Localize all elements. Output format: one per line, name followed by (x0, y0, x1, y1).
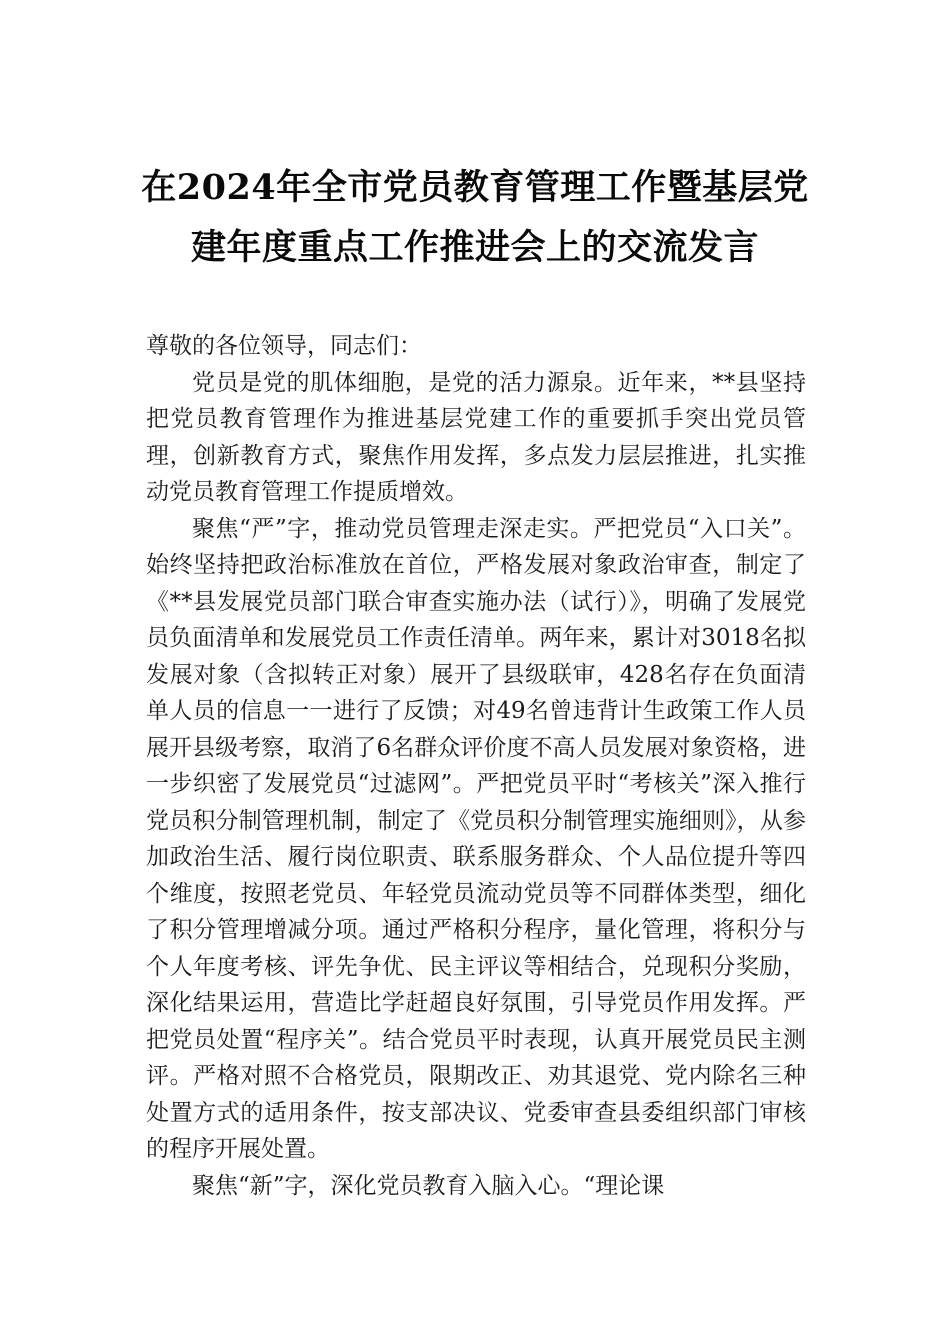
paragraph-strict-management: 聚焦“严”字，推动党员管理走深走实。严把党员“入口关”。始终坚持把政治标准放在首位，严格发展对象政治审查，制定了《**县发展党员部门联合审查实施办法（试行）》，明确了发展党员负面清单和发展党员工作责任清单。两年来，累计对3018名拟发展对象（含拟转正对象）展开了县级联审，428名存在负面清单人员的信息一一进行了反馈；对49名曾违背计生政策工作人员展开县级考察，取消了6名群众评价度不高人员发展对象资格，进一步织密了发展党员“过滤网”。严把党员平时“考核关”深入推行党员积分制管理机制，制定了《党员积分制管理实施细则》，从参加政治生活、履行岗位职责、联系服务群众、个人品位提升等四个维度，按照老党员、年轻党员流动党员等不同群体类型，细化了积分管理增减分项。通过严格积分程序，量化管理，将积分与个人年度考核、评先争优、民主评议等相结合，兑现积分奖励，深化结果运用，营造比学赶超良好氛围，引导党员作用发挥。严把党员处置“程序关”。结合党员平时表现，认真开展党员民主测评。严格对照不合格党员，限期改正、劝其退党、党内除名三种处置方式的适用条件，按支部决议、党委审查县委组织部门审核的程序开展处置。 (146, 515, 806, 1162)
paragraph-new-education: 聚焦“新”字，深化党员教育入脑入心。“理论课 (192, 1172, 665, 1199)
salutation: 尊敬的各位领导，同志们： (146, 333, 422, 359)
title-line-2: 建年度重点工作推进会上的交流发言 (190, 227, 759, 268)
document-body (146, 328, 806, 1204)
title-line-1: 在2024年全市党员教育管理工作暨基层党 (141, 167, 809, 208)
document-title (120, 158, 830, 278)
paragraph-intro: 党员是党的肌体细胞，是党的活力源泉。近年来，**县坚持把党员教育管理作为推进基层党建工作的重要抓手突出党员管理，创新教育方式，聚焦作用发挥，多点发力层层推进，扎实推动党员教育管理工作提质增效。 (146, 369, 806, 505)
